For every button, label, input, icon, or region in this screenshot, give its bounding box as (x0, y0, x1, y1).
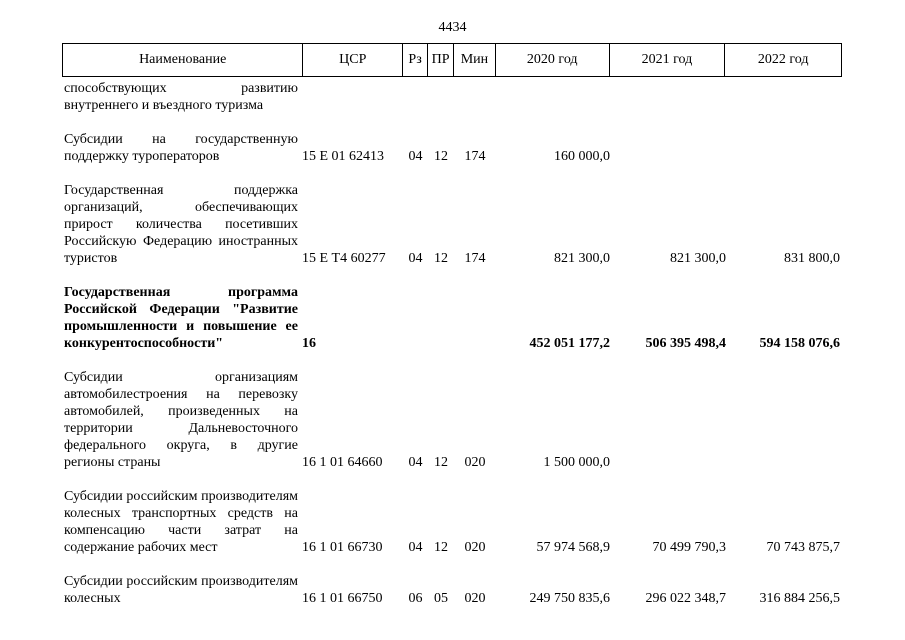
row-2021: 506 395 498,4 (645, 336, 726, 351)
row-2020: 160 000,0 (554, 149, 610, 164)
row-2022: 70 743 875,7 (766, 540, 840, 555)
header-2020: 2020 год (496, 44, 610, 76)
table-row (62, 573, 842, 607)
row-pr: 12 (434, 455, 448, 470)
row-rz: 04 (408, 149, 423, 164)
table-row (62, 488, 842, 556)
page-number: 4434 (438, 20, 467, 35)
table-row (62, 369, 842, 471)
row-2020: 821 300,0 (554, 251, 610, 266)
row-name: Субсидии российским производителям колесных транспортных средств на компенсацию части затрат на содержание рабочих мест (64, 489, 298, 555)
row-min: 020 (464, 540, 486, 555)
row-2021: 296 022 348,7 (645, 591, 726, 606)
row-min: 020 (464, 591, 486, 606)
row-2022: 594 158 076,6 (759, 336, 840, 351)
row-2021: 821 300,0 (670, 251, 726, 266)
row-name: Государственная программа Российской Федерации "Развитие промышленности и повышение ее конкурентоспособности" (64, 285, 298, 351)
row-rz: 06 (408, 591, 423, 606)
row-rz: 04 (408, 455, 423, 470)
row-pr: 12 (434, 540, 448, 555)
table-row (62, 131, 842, 165)
table-row (62, 284, 842, 352)
header-csr: ЦСР (303, 44, 403, 76)
table-header (62, 43, 842, 77)
row-min: 174 (464, 251, 486, 266)
row-2020: 452 051 177,2 (529, 336, 610, 351)
row-name: Субсидии российским производителям колесных (64, 574, 298, 606)
header-2022: 2022 год (757, 52, 809, 67)
row-min: 174 (464, 149, 486, 164)
row-name: способствующих развитию внутреннего и въездного туризма (64, 81, 298, 113)
row-2020: 1 500 000,0 (543, 455, 610, 470)
table-body (62, 80, 842, 607)
row-csr: 16 1 01 64660 (302, 455, 383, 470)
row-csr: 15 Е Т4 60277 (302, 251, 386, 266)
header-min: Мин (454, 44, 496, 76)
row-name: Субсидии организациям автомобилестроения на перевозку автомобилей, произведенных на территории Дальневосточного федерального округа, в другие регионы страны (64, 370, 298, 470)
row-2020: 57 974 568,9 (536, 540, 610, 555)
row-csr: 16 (302, 336, 316, 351)
row-rz: 04 (408, 540, 423, 555)
row-pr: 12 (434, 149, 448, 164)
header-2021: 2021 год (610, 44, 726, 76)
row-csr: 16 1 01 66750 (302, 591, 383, 606)
header-name: Наименование (63, 44, 303, 76)
row-min: 020 (464, 455, 486, 470)
table-row (62, 182, 842, 267)
row-2020: 249 750 835,6 (529, 591, 610, 606)
row-2022: 316 884 256,5 (759, 591, 840, 606)
row-csr: 15 Е 01 62413 (302, 149, 385, 164)
row-pr: 12 (434, 251, 448, 266)
row-rz: 04 (408, 251, 423, 266)
row-2021: 70 499 790,3 (652, 540, 726, 555)
row-name: Субсидии на государственную поддержку туроператоров (64, 132, 298, 164)
row-2022: 831 800,0 (784, 251, 840, 266)
row-pr: 05 (434, 591, 448, 606)
header-rz: Рз (403, 44, 428, 76)
row-csr: 16 1 01 66730 (302, 540, 383, 555)
header-pr: ПР (428, 44, 454, 76)
table-row (62, 80, 842, 114)
row-name: Государственная поддержка организаций, обеспечивающих прирост количества посетивших Российскую Федерацию иностранных туристов (64, 183, 298, 266)
